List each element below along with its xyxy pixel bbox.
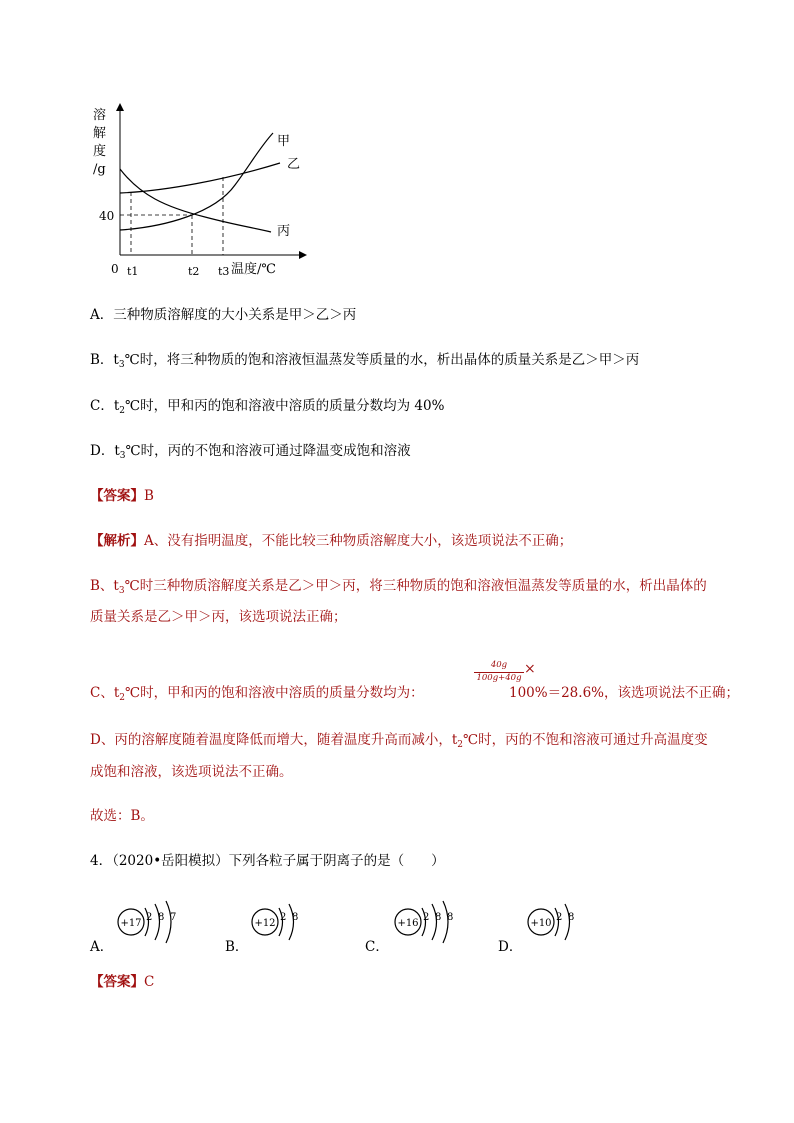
- solubility-chart: [85, 95, 315, 285]
- y-axis-label-1: 溶: [93, 108, 107, 123]
- nucleus-d: +10: [530, 918, 552, 929]
- curve-bing: [120, 169, 271, 232]
- analysis-b-line1: B、$t_3℃$时三种物质溶解度关系是乙＞甲＞丙，将三种物质的饱和溶液恒温蒸发等质量的水，析出晶体的: [90, 578, 707, 596]
- origin-label: 0: [111, 262, 119, 276]
- shell-c-2: 8: [435, 912, 442, 923]
- option-d: D．$t_3℃$时，丙的不饱和溶液可通过降温变成饱和溶液: [90, 443, 411, 461]
- x-tick-t3: t3: [218, 265, 230, 278]
- curve-label-jia: 甲: [277, 134, 291, 149]
- option-label-d: D．: [498, 939, 523, 955]
- analysis-c: C、$t_2℃$时，甲和丙的饱和溶液中溶质的质量分数均为：: [90, 685, 424, 703]
- shell-d-2: 8: [568, 912, 575, 923]
- option-a: A．三种物质溶解度的大小关系是甲＞乙＞丙: [90, 307, 357, 323]
- analysis-d-line2: 成饱和溶液，该选项说法不正确。: [90, 764, 293, 780]
- option-label-a: A．: [90, 939, 114, 955]
- shell-a-3: 7: [170, 912, 177, 923]
- shell-b-1: 2: [280, 912, 287, 923]
- y-axis-label-4: /g: [93, 162, 106, 177]
- curve-jia: [120, 133, 273, 230]
- answer-1: 【答案】B: [90, 488, 154, 504]
- atom-diagram-d: [522, 898, 592, 948]
- shell-a-2: 8: [158, 912, 165, 923]
- y-axis-label-2: 解: [93, 126, 107, 141]
- shell-c-3: 8: [447, 912, 454, 923]
- curve-label-yi: 乙: [287, 157, 301, 172]
- nucleus-a: +17: [120, 918, 142, 929]
- shell-c-1: 2: [423, 912, 430, 923]
- option-b: B．$t_3℃$时，将三种物质的饱和溶液恒温蒸发等质量的水，析出晶体的质量关系是乙＞甲＞丙: [90, 352, 640, 370]
- nucleus-b: +12: [254, 918, 276, 929]
- fraction: [474, 660, 524, 684]
- option-label-b: B．: [225, 939, 249, 955]
- option-c: C．$t_2℃$时，甲和丙的饱和溶液中溶质的质量分数均为 40%: [90, 398, 445, 416]
- option-label-c: C．: [365, 939, 389, 955]
- analysis-b-line2: 质量关系是乙＞甲＞丙，该选项说法正确；: [90, 609, 347, 625]
- x-axis-label: 温度/℃: [231, 262, 276, 277]
- question-4: 4．（2020•岳阳模拟）下列各粒子属于阴离子的是（ ）: [90, 853, 445, 869]
- atom-diagram-b: [246, 898, 316, 948]
- times-sign: ×: [524, 661, 536, 677]
- answer-2: 【答案】C: [90, 974, 155, 990]
- atom-diagram-c: [389, 898, 469, 948]
- shell-b-2: 8: [292, 912, 299, 923]
- y-axis-label-3: 度: [93, 144, 107, 159]
- analysis-a: 【解析】A、没有指明温度，不能比较三种物质溶解度大小，该选项说法不正确；: [90, 533, 573, 549]
- y-tick-40: 40: [99, 209, 115, 223]
- analysis-d-line1: D、丙的溶解度随着温度降低而增大，随着温度升高而减小，$t_2℃$时，丙的不饱和溶液可通过升高温度变: [90, 732, 708, 750]
- nucleus-c: +16: [397, 918, 419, 929]
- atom-diagram-a: [112, 898, 192, 948]
- fraction-denominator: 100g+40g: [476, 673, 522, 683]
- curve-label-bing: 丙: [277, 224, 291, 239]
- x-tick-t2: t2: [188, 265, 200, 278]
- shell-d-1: 2: [556, 912, 563, 923]
- fraction-numerator: 40g: [474, 660, 524, 673]
- shell-a-1: 2: [146, 912, 153, 923]
- analysis-c-tail: 100%＝28.6%，该选项说法不正确；: [509, 685, 739, 701]
- curve-yi: [120, 163, 280, 193]
- conclusion: 故选：B。: [90, 808, 154, 824]
- x-tick-t1: t1: [127, 265, 139, 278]
